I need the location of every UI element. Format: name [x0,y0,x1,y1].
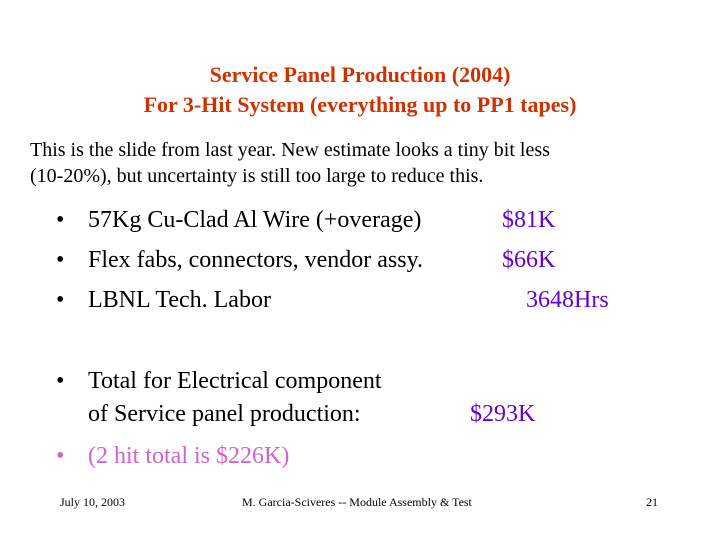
bullet-marker: • [56,207,65,233]
bullet-marker: • [56,247,65,273]
item-label-flex: Flex fabs, connectors, vendor assy. [88,247,424,273]
item-value-labor: 3648Hrs [526,287,609,313]
bullet-marker: • [56,443,65,469]
intro-text-line-2: (10-20%), but uncertainty is still too large to reduce this. [30,165,484,187]
total-label-line-2: of Service panel production: [88,401,361,427]
item-label-labor: LBNL Tech. Labor [88,287,271,313]
two-hit-total-note: (2 hit total is $226K) [88,443,290,469]
item-label-wire: 57Kg Cu-Clad Al Wire (+overage) [88,207,422,233]
total-value: $293K [470,401,536,427]
footer-page-number: 21 [646,495,658,509]
bullet-marker: • [56,287,65,313]
slide-title-line-2: For 3-Hit System (everything up to PP1 tapes) [143,92,577,117]
item-value-wire: $81K [502,207,556,233]
item-value-flex: $66K [502,247,556,273]
footer-author: M. Garcia-Sciveres -- Module Assembly & Test [242,495,472,509]
total-label-line-1: Total for Electrical component [88,368,382,394]
bullet-marker: • [56,368,65,394]
intro-text-line-1: This is the slide from last year. New estimate looks a tiny bit less [30,139,550,161]
slide-title-line-1: Service Panel Production (2004) [209,62,511,87]
footer-date: July 10, 2003 [60,495,126,509]
